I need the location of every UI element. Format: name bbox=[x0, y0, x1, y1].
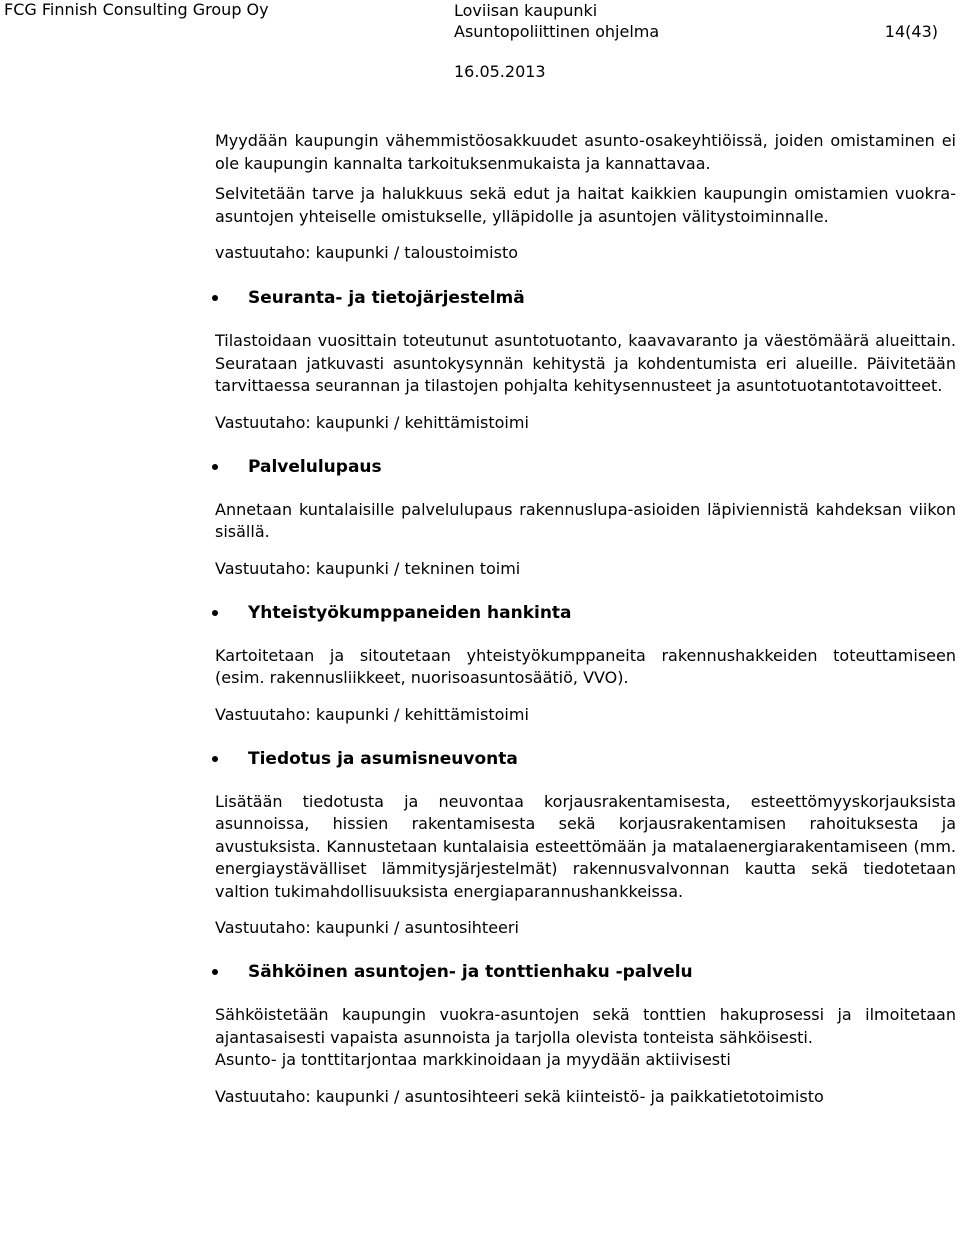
bullet-icon bbox=[212, 969, 218, 975]
client-name: Loviisan kaupunki bbox=[454, 1, 598, 20]
bullet-icon bbox=[212, 610, 218, 616]
section-text-2: Asunto- ja tonttitarjontaa markkinoidaan ja myydään aktiivisesti bbox=[215, 1050, 731, 1069]
section-title: Palvelulupaus bbox=[248, 456, 382, 477]
section-title: Sähköinen asuntojen- ja tonttienhaku -palvelu bbox=[248, 962, 693, 982]
document-body bbox=[215, 130, 956, 1108]
section-text: Lisätään tiedotusta ja neuvontaa korjausrakentamisesta, esteettömyyskorjauksista asunnoissa, hissien rakentamisesta sekä korjausrakentamisen rahoituksesta ja avustuksista. Kannustetaan kuntalaisia esteettömään ja matalaenergiarakentamiseen (mm. energiaystävälliset lämmitysjärjestelmät) rakennusvalvonnan kautta sekä tiedotetaan valtion tukimahdollisuuksista energiaparannushankkeissa. bbox=[215, 791, 956, 901]
section-heading bbox=[215, 960, 956, 984]
section-palvelulupaus bbox=[215, 455, 956, 580]
document-date: 16.05.2013 bbox=[454, 62, 546, 81]
bullet-icon bbox=[212, 756, 218, 762]
section-yhteistyokumppanit bbox=[215, 601, 956, 726]
header-right bbox=[454, 0, 938, 42]
section-title: Seuranta- ja tietojärjestelmä bbox=[248, 288, 525, 308]
section-responsible: Vastuutaho: kaupunki / kehittämistoimi bbox=[215, 704, 529, 724]
section-heading bbox=[215, 747, 956, 771]
section-sahkoinen-haku bbox=[215, 960, 956, 1108]
section-title: Yhteistyökumppaneiden hankinta bbox=[248, 602, 572, 623]
page-number: 14(43) bbox=[884, 22, 938, 41]
section-heading bbox=[215, 601, 956, 625]
bullet-icon bbox=[212, 295, 218, 301]
intro-paragraph-2: Selvitetään tarve ja halukkuus sekä edut ja haitat kaikkien kaupungin omistamien vuokra-asuntojen yhteiselle omistukselle, ylläpidolle ja asuntojen välitystoiminnalle. bbox=[215, 184, 956, 226]
section-heading bbox=[215, 286, 956, 310]
section-responsible: Vastuutaho: kaupunki / asuntosihteeri sekä kiinteistö- ja paikkatietotoimisto bbox=[215, 1086, 824, 1106]
section-title: Tiedotus ja asumisneuvonta bbox=[248, 748, 518, 769]
document-title: Asuntopoliittinen ohjelma bbox=[454, 22, 660, 41]
section-heading bbox=[215, 455, 956, 479]
company-name: FCG Finnish Consulting Group Oy bbox=[4, 0, 269, 19]
section-text: Kartoitetaan ja sitoutetaan yhteistyökumppaneita rakennushakkeiden toteuttamiseen (esim. rakennusliikkeet, nuorisoasuntosäätiö, VVO). bbox=[215, 645, 956, 687]
bullet-icon bbox=[212, 464, 218, 470]
section-responsible: Vastuutaho: kaupunki / tekninen toimi bbox=[215, 558, 521, 578]
section-text: Annetaan kuntalaisille palvelulupaus rakennuslupa-asioiden läpiviennistä kahdeksan viikon sisällä. bbox=[215, 499, 956, 541]
document-title-line bbox=[454, 21, 938, 42]
section-seuranta bbox=[215, 286, 956, 434]
section-text: Sähköistetään kaupungin vuokra-asuntojen sekä tonttien hakuprosessi ja ilmoitetaan ajantasaisesti vapaista asunnoista ja tarjolla olevista tonteista sähköisesti. bbox=[215, 1005, 956, 1047]
section-responsible: Vastuutaho: kaupunki / kehittämistoimi bbox=[215, 412, 529, 432]
intro-responsible: vastuutaho: kaupunki / taloustoimisto bbox=[215, 243, 519, 262]
section-text: Tilastoidaan vuosittain toteutunut asuntotuotanto, kaavavaranto ja väestömäärä alueittain. Seurataan jatkuvasti asuntokysynnän kehitystä ja kohdentumista eri alueille. Päivitetään tarvittaessa seurannan ja tilastojen pohjalta kehitysennusteet ja asuntotuotantotavoitteet. bbox=[215, 331, 956, 395]
section-responsible: Vastuutaho: kaupunki / asuntosihteeri bbox=[215, 918, 519, 937]
section-tiedotus bbox=[215, 747, 956, 940]
intro-paragraph-1: Myydään kaupungin vähemmistöosakkuudet asunto-osakeyhtiöissä, joiden omistaminen ei ole kaupungin kannalta tarkoituksenmukaista ja kannattavaa. bbox=[215, 131, 956, 173]
